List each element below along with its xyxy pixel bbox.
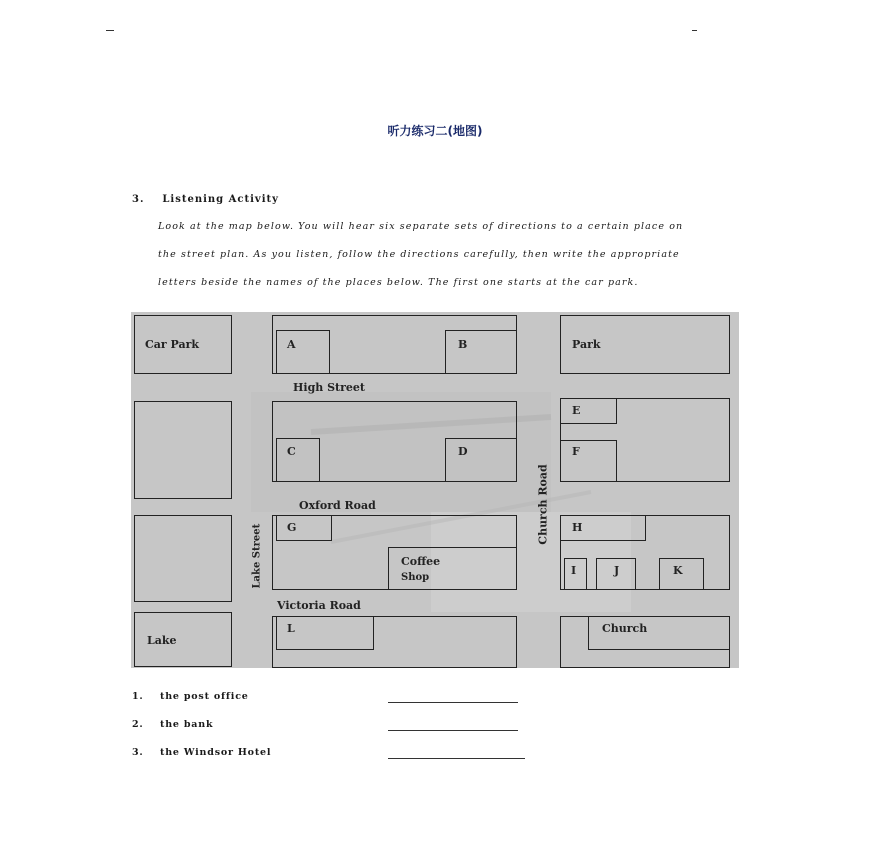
letter-c: C — [287, 445, 296, 458]
answer-blank-2[interactable] — [388, 730, 518, 731]
label-car-park: Car Park — [145, 338, 200, 351]
page-title: 听力练习二(地图) — [387, 124, 483, 138]
road-oxford-road: Oxford Road — [299, 499, 376, 512]
road-church-road: Church Road — [536, 464, 550, 545]
question-number: 3. — [132, 747, 144, 758]
letter-f: F — [572, 445, 580, 458]
question-text: the Windsor Hotel — [160, 747, 272, 758]
answer-blank-1[interactable] — [388, 702, 518, 703]
place-e — [560, 398, 617, 424]
section-number: 3. — [132, 194, 145, 205]
label-church: Church — [602, 622, 648, 635]
place-d — [445, 438, 517, 482]
letter-l: L — [287, 622, 295, 635]
section-heading — [132, 194, 279, 205]
question-3 — [132, 747, 271, 758]
scan-mark-left — [106, 30, 114, 31]
letter-g: G — [287, 521, 297, 534]
question-2 — [132, 719, 213, 730]
road-lake-street: Lake Street — [251, 523, 263, 589]
road-high-street: High Street — [293, 381, 365, 394]
place-f — [560, 440, 617, 482]
label-lake: Lake — [147, 634, 177, 647]
instruction-line-3: letters beside the names of the places below. The first one starts at the car park. — [158, 277, 639, 288]
question-number: 1. — [132, 691, 144, 702]
letter-h: H — [572, 521, 583, 534]
question-number: 2. — [132, 719, 144, 730]
place-c — [276, 438, 320, 482]
place-a — [276, 330, 330, 374]
section-heading-text: Listening Activity — [162, 194, 279, 205]
block-left-lower — [134, 515, 232, 602]
place-b — [445, 330, 517, 374]
label-shop: Shop — [401, 572, 430, 583]
place-g — [276, 515, 332, 541]
question-text: the bank — [160, 719, 214, 730]
block-left-middle — [134, 401, 232, 499]
place-coffee-shop — [388, 547, 517, 590]
label-park: Park — [572, 338, 601, 351]
question-1 — [132, 691, 249, 702]
letter-e: E — [572, 404, 581, 417]
letter-b: B — [458, 338, 468, 351]
label-coffee: Coffee — [401, 555, 441, 568]
letter-i: I — [571, 564, 577, 577]
scan-mark-right — [692, 30, 697, 31]
street-map — [131, 312, 739, 668]
letter-j: J — [614, 564, 620, 577]
letter-d: D — [458, 445, 468, 458]
letter-a: A — [287, 338, 296, 351]
letter-k: K — [673, 564, 683, 577]
question-text: the post office — [160, 691, 249, 702]
instruction-line-1: Look at the map below. You will hear six separate sets of directions to a certain place on — [158, 221, 684, 232]
instruction-line-2: the street plan. As you listen, follow the directions carefully, then write the appropriate — [158, 249, 680, 260]
answer-blank-3[interactable] — [388, 758, 525, 759]
road-victoria-road: Victoria Road — [277, 599, 361, 612]
